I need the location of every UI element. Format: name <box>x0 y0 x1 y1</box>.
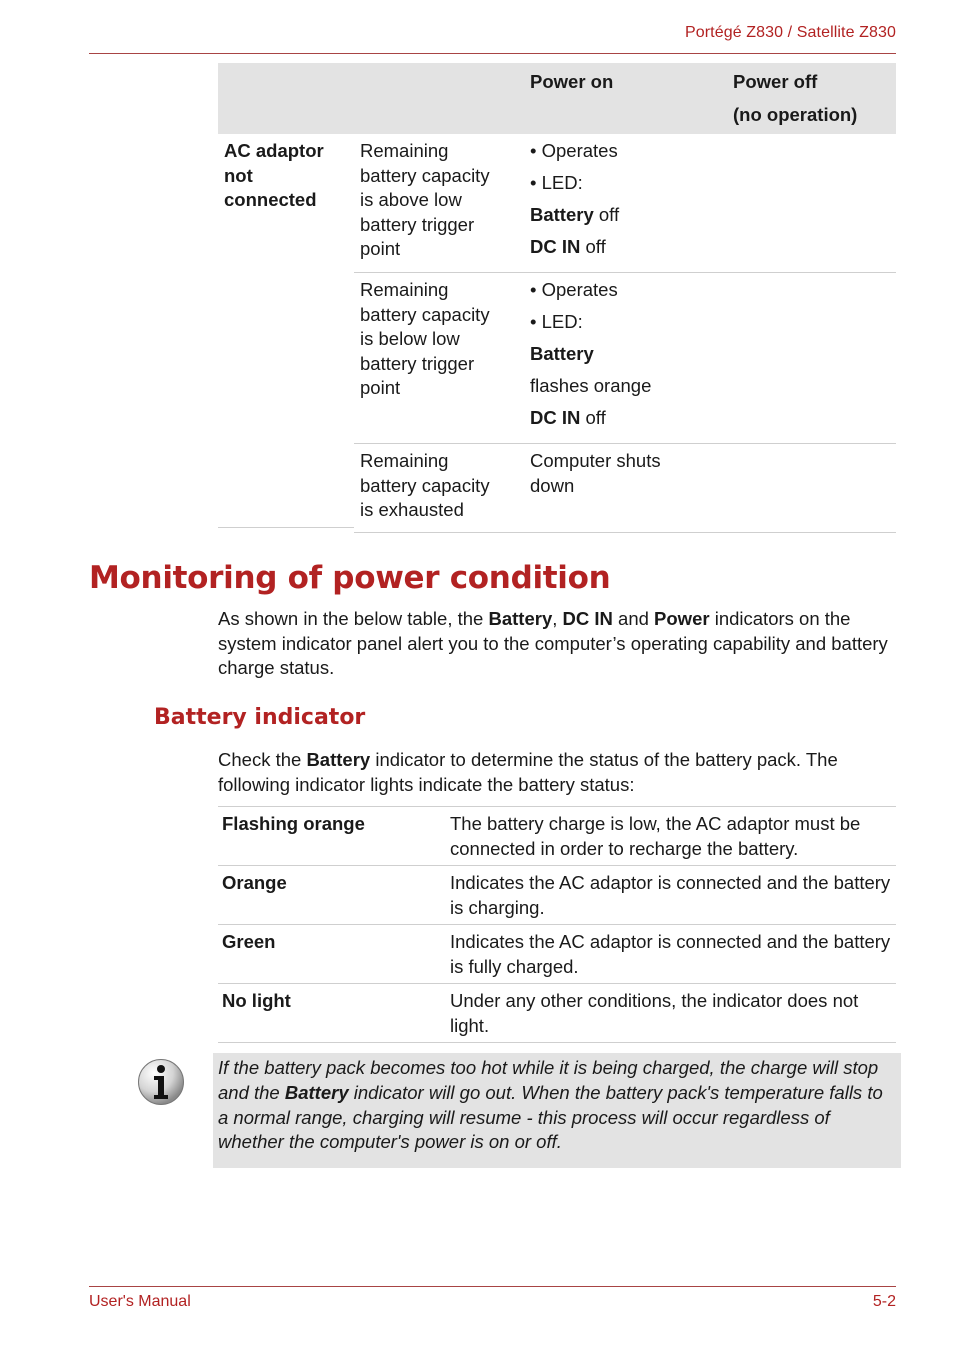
footer-manual-label: User's Manual <box>89 1293 191 1310</box>
note-box <box>213 1053 901 1168</box>
led-line: • LED: <box>530 311 583 332</box>
footer-divider <box>89 1286 896 1287</box>
battery-led-name: Battery <box>530 343 594 364</box>
condition-label: AC adaptor not connected <box>224 140 324 210</box>
power-on-cell <box>524 134 727 273</box>
note-text: indicator will go out. When the battery pack's temperature falls to a normal range, charging will resume - this process will occur regardless of whether the computer's power is on or off. <box>218 1081 883 1153</box>
state-line: point <box>360 377 401 398</box>
state-line: is exhausted <box>360 499 464 520</box>
header-power-off <box>727 63 896 134</box>
note-bold: Battery <box>284 1081 349 1103</box>
check-text: indicator to determine the status of the battery pack. The following indicator lights indicate the battery status: <box>218 749 838 795</box>
battery-indicator-table <box>218 806 896 1043</box>
intro-bold: DC IN <box>562 608 613 629</box>
dcin-led-line <box>530 402 721 434</box>
shutdown-line: down <box>530 474 575 496</box>
power-on-cell <box>524 444 727 533</box>
state-line: battery trigger <box>360 352 475 374</box>
state-line: Remaining <box>360 279 449 300</box>
header-cell-empty <box>218 63 354 134</box>
dcin-led-state: off <box>580 407 606 428</box>
header-power-off-sub: (no operation) <box>733 103 858 125</box>
info-icon <box>137 1058 185 1106</box>
intro-text: and <box>612 608 655 629</box>
power-on-cell <box>524 273 727 444</box>
shutdown-line: Computer shuts <box>530 450 661 471</box>
indicator-state: No light <box>218 984 446 1043</box>
dcin-led-name: DC IN <box>530 407 581 428</box>
indicator-state: Orange <box>218 866 446 925</box>
condition-cell <box>218 134 354 532</box>
dcin-led-name: DC IN <box>530 236 581 257</box>
power-off-cell <box>727 273 896 444</box>
battery-led-line <box>530 199 721 231</box>
state-line: battery capacity <box>360 164 490 186</box>
header-power-off-label: Power off <box>733 71 818 92</box>
indicator-description: The battery charge is low, the AC adaptor must be connected in order to recharge the battery. <box>446 807 896 866</box>
indicator-description: Under any other conditions, the indicator does not light. <box>446 984 896 1043</box>
table-row <box>218 984 896 1043</box>
table-row <box>218 134 896 273</box>
battery-led-state: flashes orange <box>530 375 652 396</box>
table-bottom-rule <box>218 527 354 528</box>
table-row <box>218 866 896 925</box>
state-cell <box>354 444 524 533</box>
state-cell <box>354 134 524 273</box>
table-header-row <box>218 63 896 134</box>
operates-line: • Operates <box>530 140 618 161</box>
check-paragraph <box>218 748 898 797</box>
indicator-description: Indicates the AC adaptor is connected and the battery is fully charged. <box>446 925 896 984</box>
state-line: Remaining <box>360 450 449 471</box>
state-line: battery capacity <box>360 303 490 325</box>
state-line: battery capacity <box>360 474 490 496</box>
state-line: is below low <box>360 328 460 349</box>
indicator-state: Flashing orange <box>218 807 446 866</box>
check-bold: Battery <box>306 749 371 770</box>
indicator-description: Indicates the AC adaptor is connected and the battery is charging. <box>446 866 896 925</box>
state-line: Remaining <box>360 140 449 161</box>
intro-paragraph <box>218 607 898 681</box>
table-row <box>218 925 896 984</box>
dcin-led-line <box>530 231 721 263</box>
intro-text: , <box>552 608 563 629</box>
operates-line: • Operates <box>530 279 618 300</box>
state-line: is above low <box>360 189 462 210</box>
power-off-cell <box>727 444 896 533</box>
table-row <box>218 807 896 866</box>
power-off-cell <box>727 134 896 273</box>
dcin-led-state: off <box>580 236 606 257</box>
power-status-table <box>218 63 896 533</box>
intro-text: As shown in the below table, the <box>218 608 489 629</box>
battery-led-name: Battery <box>530 204 594 225</box>
state-cell <box>354 273 524 444</box>
running-header: Portégé Z830 / Satellite Z830 <box>684 24 896 41</box>
page-number: 5-2 <box>872 1293 896 1310</box>
check-text: Check the <box>218 749 307 770</box>
header-cell-empty <box>354 63 524 134</box>
header-power-on: Power on <box>524 63 727 134</box>
indicator-state: Green <box>218 925 446 984</box>
subsection-title: Battery indicator <box>154 705 366 730</box>
intro-bold: Power <box>654 608 710 629</box>
state-line: point <box>360 238 401 259</box>
section-title: Monitoring of power condition <box>89 560 611 596</box>
led-line: • LED: <box>530 172 583 193</box>
header-divider <box>89 53 896 54</box>
intro-bold: Battery <box>488 608 553 629</box>
intro-text: indicators on the system indicator panel alert you to the computer’s operating capability and battery charge status. <box>218 608 888 678</box>
state-line: battery trigger <box>360 213 475 235</box>
note-text: If the battery pack becomes too hot while it is being charged, the charge will stop and the <box>218 1057 879 1103</box>
battery-led-state: off <box>593 204 620 225</box>
